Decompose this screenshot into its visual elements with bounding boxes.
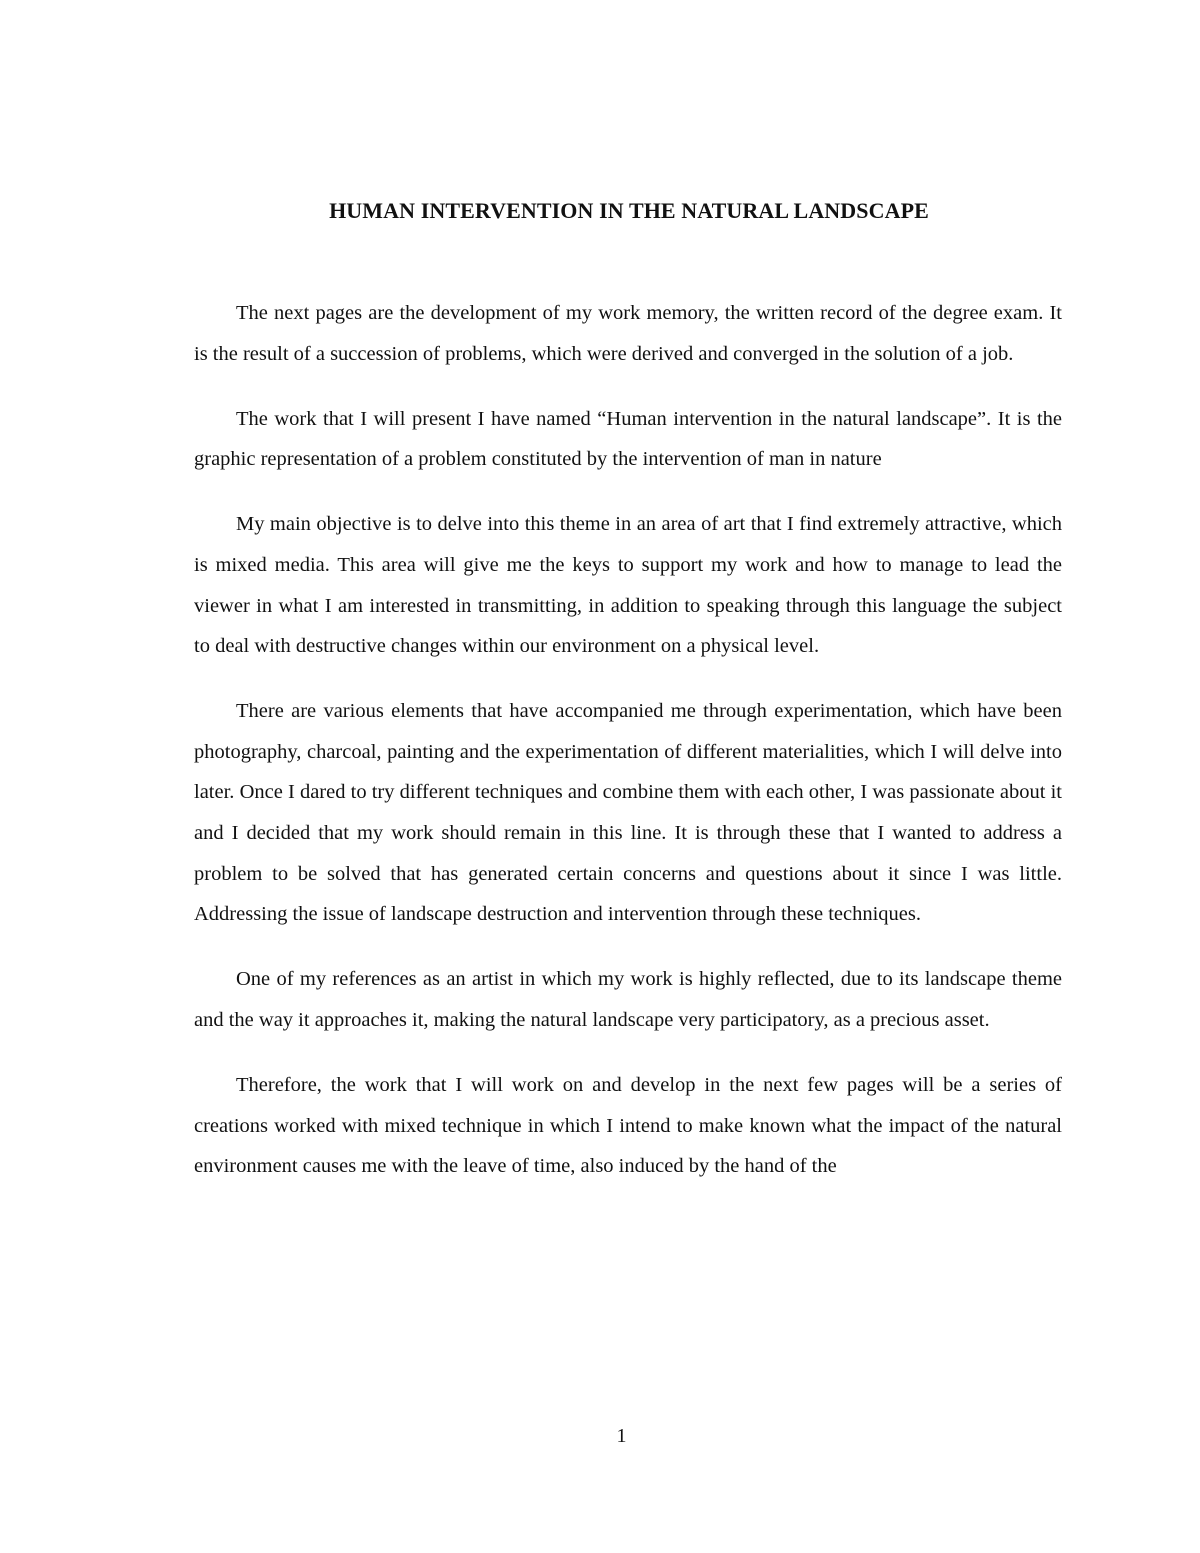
page-title: HUMAN INTERVENTION IN THE NATURAL LANDSCAPE: [329, 198, 929, 223]
paragraph-6: Therefore, the work that I will work on and develop in the next few pages will be a series of creations worked with mixed technique in which I intend to make known what the impact of the natural environment causes me with the leave of time, also induced by the hand of the: [194, 1074, 1062, 1178]
paragraph-5: One of my references as an artist in which my work is highly reflected, due to its landscape theme and the way it approaches it, making the natural landscape very participatory, as a precious asset.: [194, 968, 1062, 1031]
paragraph-4: There are various elements that have accompanied me through experimentation, which have been photography, charcoal, painting and the experimentation of different materialities, which I will delve into later. Once I dared to try different techniques and combine them with each other, I was passionate about it and I decided that my work should remain in this line. It is through these that I wanted to address a problem to be solved that has generated certain concerns and questions about it since I was little. Addressing the issue of landscape destruction and intervention through these techniques.: [194, 700, 1062, 926]
page-number: 1: [616, 1425, 627, 1447]
paragraph-3: My main objective is to delve into this theme in an area of art that I find extremely attractive, which is mixed media. This area will give me the keys to support my work and how to manage to lead the viewer in what I am interested in transmitting, in addition to speaking through this language the subject to deal with destructive changes within our environment on a physical level.: [194, 513, 1062, 658]
document-body: [194, 293, 1062, 1211]
paragraph-2: The work that I will present I have named “Human intervention in the natural landscape”. It is the graphic representation of a problem constituted by the intervention of man in nature: [194, 407, 1062, 471]
paragraph-1: The next pages are the development of my work memory, the written record of the degree exam. It is the result of a succession of problems, which were derived and converged in the solution of a job.: [194, 302, 1062, 365]
